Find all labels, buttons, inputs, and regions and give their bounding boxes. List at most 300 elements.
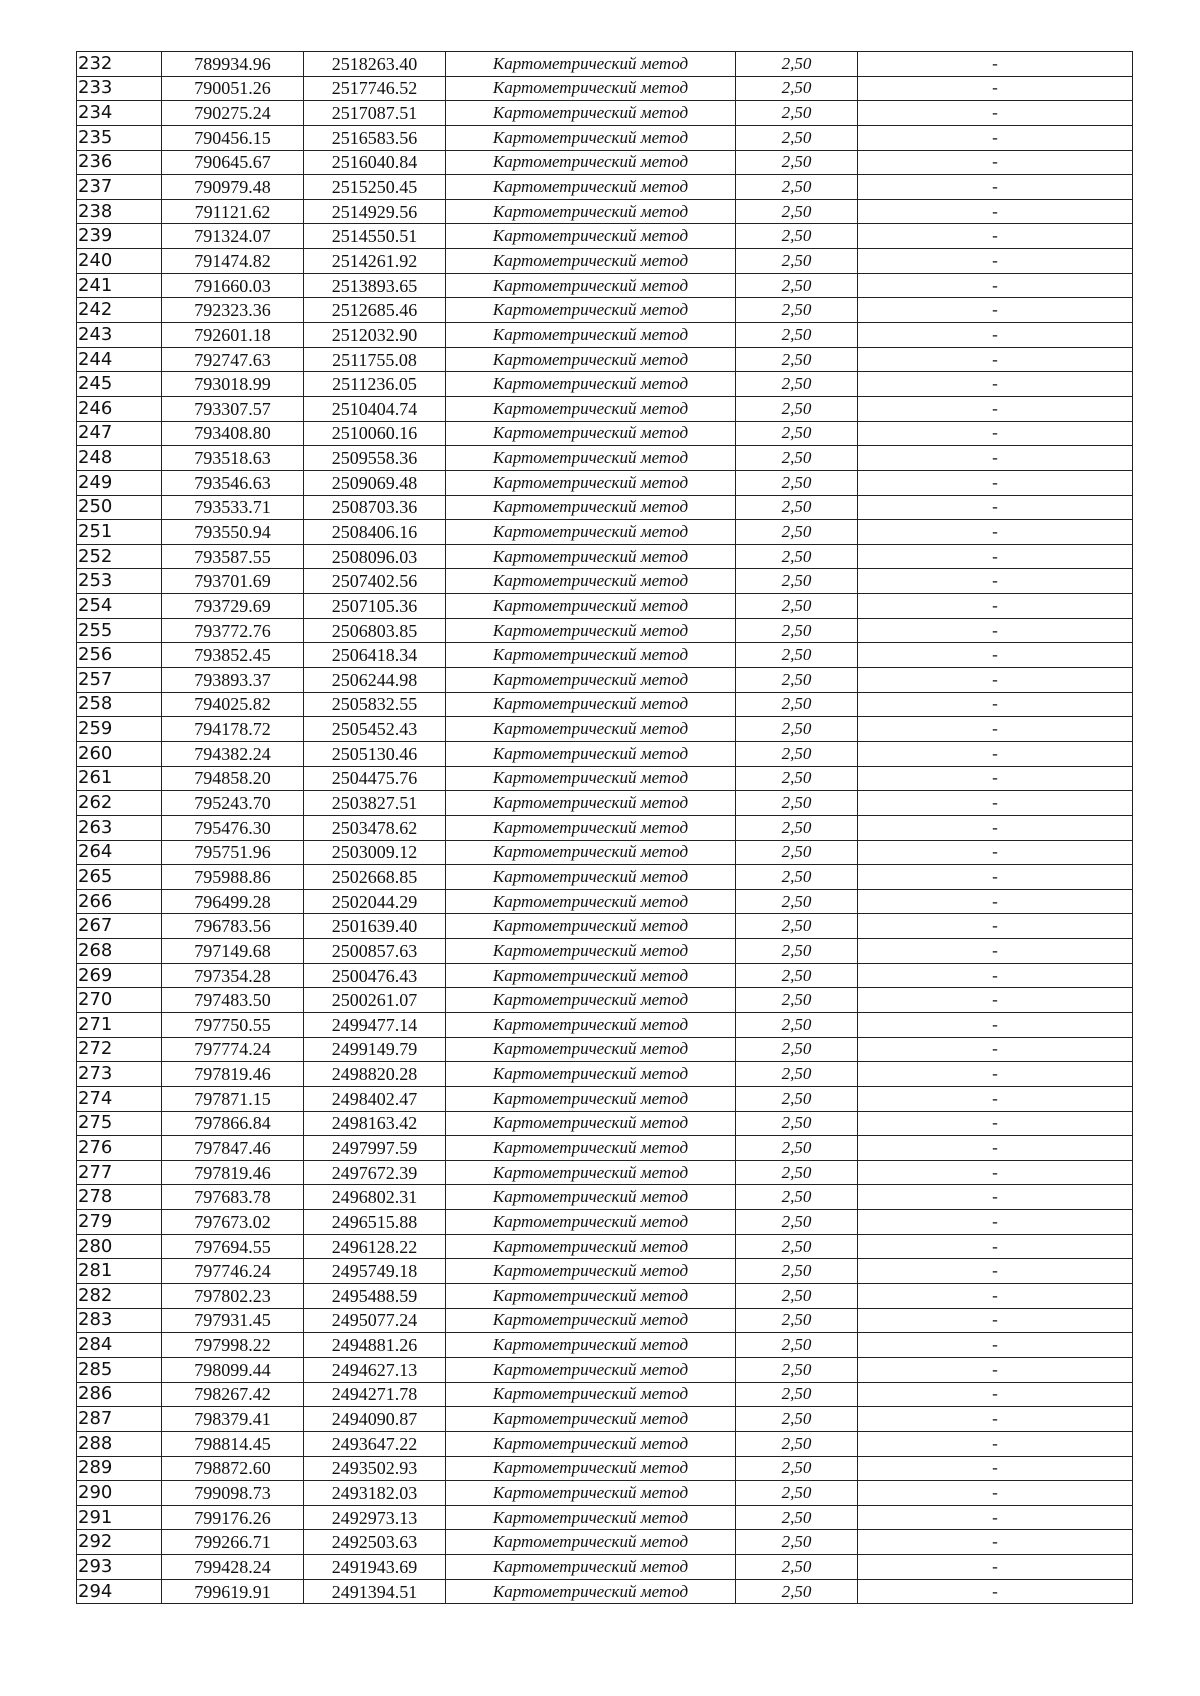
description-cell: - xyxy=(858,1481,1133,1506)
point-number-cell: 292 xyxy=(77,1530,162,1555)
y-coordinate-cell: 2502668.85 xyxy=(304,865,446,890)
description-cell: - xyxy=(858,840,1133,865)
x-coordinate-cell: 793587.55 xyxy=(162,544,304,569)
accuracy-cell: 2,50 xyxy=(736,1333,858,1358)
x-coordinate-cell: 797871.15 xyxy=(162,1086,304,1111)
method-cell: Картометрический метод xyxy=(446,741,736,766)
x-coordinate-cell: 792747.63 xyxy=(162,347,304,372)
y-coordinate-cell: 2506418.34 xyxy=(304,643,446,668)
description-cell: - xyxy=(858,396,1133,421)
description-cell: - xyxy=(858,495,1133,520)
y-coordinate-cell: 2493182.03 xyxy=(304,1481,446,1506)
description-cell: - xyxy=(858,347,1133,372)
x-coordinate-cell: 796783.56 xyxy=(162,914,304,939)
method-cell: Картометрический метод xyxy=(446,470,736,495)
description-cell: - xyxy=(858,865,1133,890)
accuracy-cell: 2,50 xyxy=(736,717,858,742)
point-number-cell: 261 xyxy=(77,766,162,791)
y-coordinate-cell: 2503827.51 xyxy=(304,791,446,816)
point-number-cell: 270 xyxy=(77,988,162,1013)
description-cell: - xyxy=(858,446,1133,471)
method-cell: Картометрический метод xyxy=(446,717,736,742)
table-row xyxy=(77,865,1133,890)
method-cell: Картометрический метод xyxy=(446,1284,736,1309)
y-coordinate-cell: 2493502.93 xyxy=(304,1456,446,1481)
y-coordinate-cell: 2499149.79 xyxy=(304,1037,446,1062)
point-number-cell: 247 xyxy=(77,421,162,446)
table-row xyxy=(77,323,1133,348)
point-number-cell: 283 xyxy=(77,1308,162,1333)
y-coordinate-cell: 2494271.78 xyxy=(304,1382,446,1407)
point-number-cell: 239 xyxy=(77,224,162,249)
x-coordinate-cell: 794178.72 xyxy=(162,717,304,742)
point-number-cell: 244 xyxy=(77,347,162,372)
accuracy-cell: 2,50 xyxy=(736,1555,858,1580)
table-row xyxy=(77,692,1133,717)
table-row xyxy=(77,495,1133,520)
accuracy-cell: 2,50 xyxy=(736,692,858,717)
x-coordinate-cell: 790645.67 xyxy=(162,150,304,175)
y-coordinate-cell: 2502044.29 xyxy=(304,889,446,914)
accuracy-cell: 2,50 xyxy=(736,840,858,865)
y-coordinate-cell: 2491943.69 xyxy=(304,1555,446,1580)
method-cell: Картометрический метод xyxy=(446,495,736,520)
table-row xyxy=(77,1407,1133,1432)
method-cell: Картометрический метод xyxy=(446,1431,736,1456)
method-cell: Картометрический метод xyxy=(446,914,736,939)
accuracy-cell: 2,50 xyxy=(736,52,858,77)
method-cell: Картометрический метод xyxy=(446,1012,736,1037)
table-row xyxy=(77,1037,1133,1062)
description-cell: - xyxy=(858,889,1133,914)
point-number-cell: 238 xyxy=(77,199,162,224)
description-cell: - xyxy=(858,692,1133,717)
y-coordinate-cell: 2498402.47 xyxy=(304,1086,446,1111)
method-cell: Картометрический метод xyxy=(446,323,736,348)
accuracy-cell: 2,50 xyxy=(736,298,858,323)
accuracy-cell: 2,50 xyxy=(736,175,858,200)
description-cell: - xyxy=(858,594,1133,619)
point-number-cell: 275 xyxy=(77,1111,162,1136)
method-cell: Картометрический метод xyxy=(446,150,736,175)
y-coordinate-cell: 2516583.56 xyxy=(304,125,446,150)
y-coordinate-cell: 2501639.40 xyxy=(304,914,446,939)
x-coordinate-cell: 793852.45 xyxy=(162,643,304,668)
x-coordinate-cell: 797683.78 xyxy=(162,1185,304,1210)
method-cell: Картометрический метод xyxy=(446,1086,736,1111)
point-number-cell: 242 xyxy=(77,298,162,323)
point-number-cell: 263 xyxy=(77,815,162,840)
point-number-cell: 253 xyxy=(77,569,162,594)
x-coordinate-cell: 797694.55 xyxy=(162,1234,304,1259)
y-coordinate-cell: 2505832.55 xyxy=(304,692,446,717)
table-row xyxy=(77,372,1133,397)
accuracy-cell: 2,50 xyxy=(736,470,858,495)
description-cell: - xyxy=(858,1086,1133,1111)
method-cell: Картометрический метод xyxy=(446,1505,736,1530)
x-coordinate-cell: 796499.28 xyxy=(162,889,304,914)
table-row xyxy=(77,1086,1133,1111)
description-cell: - xyxy=(858,1185,1133,1210)
table-row xyxy=(77,741,1133,766)
table-row xyxy=(77,1234,1133,1259)
y-coordinate-cell: 2508703.36 xyxy=(304,495,446,520)
y-coordinate-cell: 2494627.13 xyxy=(304,1357,446,1382)
method-cell: Картометрический метод xyxy=(446,692,736,717)
method-cell: Картометрический метод xyxy=(446,347,736,372)
point-number-cell: 267 xyxy=(77,914,162,939)
description-cell: - xyxy=(858,791,1133,816)
table-row xyxy=(77,1136,1133,1161)
table-row xyxy=(77,1456,1133,1481)
method-cell: Картометрический метод xyxy=(446,865,736,890)
point-number-cell: 259 xyxy=(77,717,162,742)
accuracy-cell: 2,50 xyxy=(736,569,858,594)
accuracy-cell: 2,50 xyxy=(736,1234,858,1259)
accuracy-cell: 2,50 xyxy=(736,1136,858,1161)
description-cell: - xyxy=(858,1431,1133,1456)
x-coordinate-cell: 799098.73 xyxy=(162,1481,304,1506)
x-coordinate-cell: 797673.02 xyxy=(162,1210,304,1235)
method-cell: Картометрический метод xyxy=(446,1185,736,1210)
x-coordinate-cell: 793772.76 xyxy=(162,618,304,643)
method-cell: Картометрический метод xyxy=(446,1259,736,1284)
description-cell: - xyxy=(858,1111,1133,1136)
point-number-cell: 255 xyxy=(77,618,162,643)
point-number-cell: 273 xyxy=(77,1062,162,1087)
y-coordinate-cell: 2508096.03 xyxy=(304,544,446,569)
description-cell: - xyxy=(858,323,1133,348)
description-cell: - xyxy=(858,618,1133,643)
table-row xyxy=(77,544,1133,569)
table-row xyxy=(77,421,1133,446)
method-cell: Картометрический метод xyxy=(446,1308,736,1333)
accuracy-cell: 2,50 xyxy=(736,1185,858,1210)
accuracy-cell: 2,50 xyxy=(736,1111,858,1136)
x-coordinate-cell: 793518.63 xyxy=(162,446,304,471)
point-number-cell: 232 xyxy=(77,52,162,77)
y-coordinate-cell: 2491394.51 xyxy=(304,1579,446,1604)
accuracy-cell: 2,50 xyxy=(736,889,858,914)
x-coordinate-cell: 795988.86 xyxy=(162,865,304,890)
description-cell: - xyxy=(858,815,1133,840)
method-cell: Картометрический метод xyxy=(446,889,736,914)
table-row xyxy=(77,1357,1133,1382)
x-coordinate-cell: 793018.99 xyxy=(162,372,304,397)
x-coordinate-cell: 791474.82 xyxy=(162,249,304,274)
description-cell: - xyxy=(858,1308,1133,1333)
y-coordinate-cell: 2515250.45 xyxy=(304,175,446,200)
table-row xyxy=(77,1062,1133,1087)
x-coordinate-cell: 793546.63 xyxy=(162,470,304,495)
accuracy-cell: 2,50 xyxy=(736,446,858,471)
method-cell: Картометрический метод xyxy=(446,1382,736,1407)
x-coordinate-cell: 789934.96 xyxy=(162,52,304,77)
y-coordinate-cell: 2514929.56 xyxy=(304,199,446,224)
description-cell: - xyxy=(858,1259,1133,1284)
description-cell: - xyxy=(858,741,1133,766)
y-coordinate-cell: 2494090.87 xyxy=(304,1407,446,1432)
x-coordinate-cell: 794382.24 xyxy=(162,741,304,766)
y-coordinate-cell: 2517746.52 xyxy=(304,76,446,101)
x-coordinate-cell: 799619.91 xyxy=(162,1579,304,1604)
table-row xyxy=(77,1555,1133,1580)
x-coordinate-cell: 798872.60 xyxy=(162,1456,304,1481)
y-coordinate-cell: 2498163.42 xyxy=(304,1111,446,1136)
y-coordinate-cell: 2500857.63 xyxy=(304,939,446,964)
coordinates-table xyxy=(76,51,1133,1604)
x-coordinate-cell: 797354.28 xyxy=(162,963,304,988)
table-row xyxy=(77,1579,1133,1604)
x-coordinate-cell: 797998.22 xyxy=(162,1333,304,1358)
x-coordinate-cell: 797750.55 xyxy=(162,1012,304,1037)
method-cell: Картометрический метод xyxy=(446,1579,736,1604)
method-cell: Картометрический метод xyxy=(446,1160,736,1185)
accuracy-cell: 2,50 xyxy=(736,125,858,150)
table-row xyxy=(77,914,1133,939)
accuracy-cell: 2,50 xyxy=(736,1579,858,1604)
point-number-cell: 291 xyxy=(77,1505,162,1530)
table-row xyxy=(77,889,1133,914)
table-row xyxy=(77,199,1133,224)
accuracy-cell: 2,50 xyxy=(736,101,858,126)
accuracy-cell: 2,50 xyxy=(736,594,858,619)
x-coordinate-cell: 797483.50 xyxy=(162,988,304,1013)
description-cell: - xyxy=(858,1284,1133,1309)
x-coordinate-cell: 793729.69 xyxy=(162,594,304,619)
y-coordinate-cell: 2496515.88 xyxy=(304,1210,446,1235)
y-coordinate-cell: 2505130.46 xyxy=(304,741,446,766)
method-cell: Картометрический метод xyxy=(446,76,736,101)
description-cell: - xyxy=(858,914,1133,939)
description-cell: - xyxy=(858,125,1133,150)
description-cell: - xyxy=(858,988,1133,1013)
method-cell: Картометрический метод xyxy=(446,939,736,964)
description-cell: - xyxy=(858,1505,1133,1530)
table-row xyxy=(77,224,1133,249)
description-cell: - xyxy=(858,175,1133,200)
y-coordinate-cell: 2497997.59 xyxy=(304,1136,446,1161)
y-coordinate-cell: 2512032.90 xyxy=(304,323,446,348)
x-coordinate-cell: 793408.80 xyxy=(162,421,304,446)
point-number-cell: 243 xyxy=(77,323,162,348)
description-cell: - xyxy=(858,249,1133,274)
x-coordinate-cell: 798379.41 xyxy=(162,1407,304,1432)
table-row xyxy=(77,1284,1133,1309)
method-cell: Картометрический метод xyxy=(446,421,736,446)
method-cell: Картометрический метод xyxy=(446,1234,736,1259)
point-number-cell: 268 xyxy=(77,939,162,964)
x-coordinate-cell: 798267.42 xyxy=(162,1382,304,1407)
point-number-cell: 245 xyxy=(77,372,162,397)
point-number-cell: 287 xyxy=(77,1407,162,1432)
y-coordinate-cell: 2505452.43 xyxy=(304,717,446,742)
y-coordinate-cell: 2507105.36 xyxy=(304,594,446,619)
x-coordinate-cell: 790456.15 xyxy=(162,125,304,150)
table-row xyxy=(77,52,1133,77)
x-coordinate-cell: 797774.24 xyxy=(162,1037,304,1062)
point-number-cell: 233 xyxy=(77,76,162,101)
accuracy-cell: 2,50 xyxy=(736,1481,858,1506)
accuracy-cell: 2,50 xyxy=(736,766,858,791)
table-row xyxy=(77,594,1133,619)
point-number-cell: 246 xyxy=(77,396,162,421)
accuracy-cell: 2,50 xyxy=(736,249,858,274)
method-cell: Картометрический метод xyxy=(446,199,736,224)
y-coordinate-cell: 2509558.36 xyxy=(304,446,446,471)
table-body xyxy=(77,52,1133,1604)
accuracy-cell: 2,50 xyxy=(736,1259,858,1284)
table-row xyxy=(77,1530,1133,1555)
x-coordinate-cell: 793701.69 xyxy=(162,569,304,594)
y-coordinate-cell: 2506803.85 xyxy=(304,618,446,643)
method-cell: Картометрический метод xyxy=(446,1111,736,1136)
table-row xyxy=(77,1382,1133,1407)
method-cell: Картометрический метод xyxy=(446,298,736,323)
point-number-cell: 293 xyxy=(77,1555,162,1580)
accuracy-cell: 2,50 xyxy=(736,1357,858,1382)
x-coordinate-cell: 799176.26 xyxy=(162,1505,304,1530)
description-cell: - xyxy=(858,1136,1133,1161)
y-coordinate-cell: 2513893.65 xyxy=(304,273,446,298)
y-coordinate-cell: 2496128.22 xyxy=(304,1234,446,1259)
x-coordinate-cell: 793533.71 xyxy=(162,495,304,520)
y-coordinate-cell: 2492973.13 xyxy=(304,1505,446,1530)
description-cell: - xyxy=(858,470,1133,495)
method-cell: Картометрический метод xyxy=(446,1333,736,1358)
accuracy-cell: 2,50 xyxy=(736,1062,858,1087)
accuracy-cell: 2,50 xyxy=(736,1407,858,1432)
point-number-cell: 249 xyxy=(77,470,162,495)
point-number-cell: 252 xyxy=(77,544,162,569)
accuracy-cell: 2,50 xyxy=(736,1382,858,1407)
x-coordinate-cell: 798814.45 xyxy=(162,1431,304,1456)
accuracy-cell: 2,50 xyxy=(736,199,858,224)
accuracy-cell: 2,50 xyxy=(736,495,858,520)
method-cell: Картометрический метод xyxy=(446,1357,736,1382)
point-number-cell: 248 xyxy=(77,446,162,471)
point-number-cell: 266 xyxy=(77,889,162,914)
method-cell: Картометрический метод xyxy=(446,840,736,865)
y-coordinate-cell: 2495077.24 xyxy=(304,1308,446,1333)
method-cell: Картометрический метод xyxy=(446,372,736,397)
point-number-cell: 281 xyxy=(77,1259,162,1284)
table-row xyxy=(77,791,1133,816)
y-coordinate-cell: 2511755.08 xyxy=(304,347,446,372)
x-coordinate-cell: 794858.20 xyxy=(162,766,304,791)
x-coordinate-cell: 792323.36 xyxy=(162,298,304,323)
point-number-cell: 284 xyxy=(77,1333,162,1358)
table-row xyxy=(77,347,1133,372)
point-number-cell: 274 xyxy=(77,1086,162,1111)
accuracy-cell: 2,50 xyxy=(736,988,858,1013)
point-number-cell: 272 xyxy=(77,1037,162,1062)
x-coordinate-cell: 797866.84 xyxy=(162,1111,304,1136)
table-row xyxy=(77,1505,1133,1530)
point-number-cell: 289 xyxy=(77,1456,162,1481)
y-coordinate-cell: 2504475.76 xyxy=(304,766,446,791)
description-cell: - xyxy=(858,1530,1133,1555)
accuracy-cell: 2,50 xyxy=(736,150,858,175)
description-cell: - xyxy=(858,1160,1133,1185)
method-cell: Картометрический метод xyxy=(446,273,736,298)
accuracy-cell: 2,50 xyxy=(736,1284,858,1309)
point-number-cell: 256 xyxy=(77,643,162,668)
description-cell: - xyxy=(858,1382,1133,1407)
point-number-cell: 235 xyxy=(77,125,162,150)
point-number-cell: 236 xyxy=(77,150,162,175)
accuracy-cell: 2,50 xyxy=(736,544,858,569)
description-cell: - xyxy=(858,569,1133,594)
accuracy-cell: 2,50 xyxy=(736,347,858,372)
x-coordinate-cell: 791121.62 xyxy=(162,199,304,224)
point-number-cell: 250 xyxy=(77,495,162,520)
x-coordinate-cell: 797931.45 xyxy=(162,1308,304,1333)
method-cell: Картометрический метод xyxy=(446,791,736,816)
x-coordinate-cell: 791660.03 xyxy=(162,273,304,298)
table-row xyxy=(77,520,1133,545)
x-coordinate-cell: 793893.37 xyxy=(162,668,304,693)
method-cell: Картометрический метод xyxy=(446,963,736,988)
x-coordinate-cell: 797746.24 xyxy=(162,1259,304,1284)
point-number-cell: 288 xyxy=(77,1431,162,1456)
x-coordinate-cell: 793307.57 xyxy=(162,396,304,421)
description-cell: - xyxy=(858,1333,1133,1358)
method-cell: Картометрический метод xyxy=(446,1530,736,1555)
accuracy-cell: 2,50 xyxy=(736,396,858,421)
accuracy-cell: 2,50 xyxy=(736,741,858,766)
method-cell: Картометрический метод xyxy=(446,988,736,1013)
x-coordinate-cell: 795476.30 xyxy=(162,815,304,840)
description-cell: - xyxy=(858,76,1133,101)
accuracy-cell: 2,50 xyxy=(736,372,858,397)
description-cell: - xyxy=(858,150,1133,175)
y-coordinate-cell: 2497672.39 xyxy=(304,1160,446,1185)
point-number-cell: 290 xyxy=(77,1481,162,1506)
point-number-cell: 260 xyxy=(77,741,162,766)
accuracy-cell: 2,50 xyxy=(736,1530,858,1555)
table-row xyxy=(77,1210,1133,1235)
point-number-cell: 277 xyxy=(77,1160,162,1185)
table-row xyxy=(77,618,1133,643)
accuracy-cell: 2,50 xyxy=(736,1210,858,1235)
description-cell: - xyxy=(858,1407,1133,1432)
accuracy-cell: 2,50 xyxy=(736,939,858,964)
table-row xyxy=(77,249,1133,274)
y-coordinate-cell: 2514261.92 xyxy=(304,249,446,274)
description-cell: - xyxy=(858,717,1133,742)
table-row xyxy=(77,988,1133,1013)
method-cell: Картометрический метод xyxy=(446,668,736,693)
accuracy-cell: 2,50 xyxy=(736,323,858,348)
y-coordinate-cell: 2518263.40 xyxy=(304,52,446,77)
method-cell: Картометрический метод xyxy=(446,1481,736,1506)
description-cell: - xyxy=(858,544,1133,569)
description-cell: - xyxy=(858,1234,1133,1259)
point-number-cell: 294 xyxy=(77,1579,162,1604)
description-cell: - xyxy=(858,1037,1133,1062)
accuracy-cell: 2,50 xyxy=(736,791,858,816)
point-number-cell: 254 xyxy=(77,594,162,619)
table-row xyxy=(77,840,1133,865)
point-number-cell: 241 xyxy=(77,273,162,298)
accuracy-cell: 2,50 xyxy=(736,1456,858,1481)
y-coordinate-cell: 2494881.26 xyxy=(304,1333,446,1358)
method-cell: Картометрический метод xyxy=(446,520,736,545)
description-cell: - xyxy=(858,963,1133,988)
method-cell: Картометрический метод xyxy=(446,101,736,126)
y-coordinate-cell: 2495488.59 xyxy=(304,1284,446,1309)
